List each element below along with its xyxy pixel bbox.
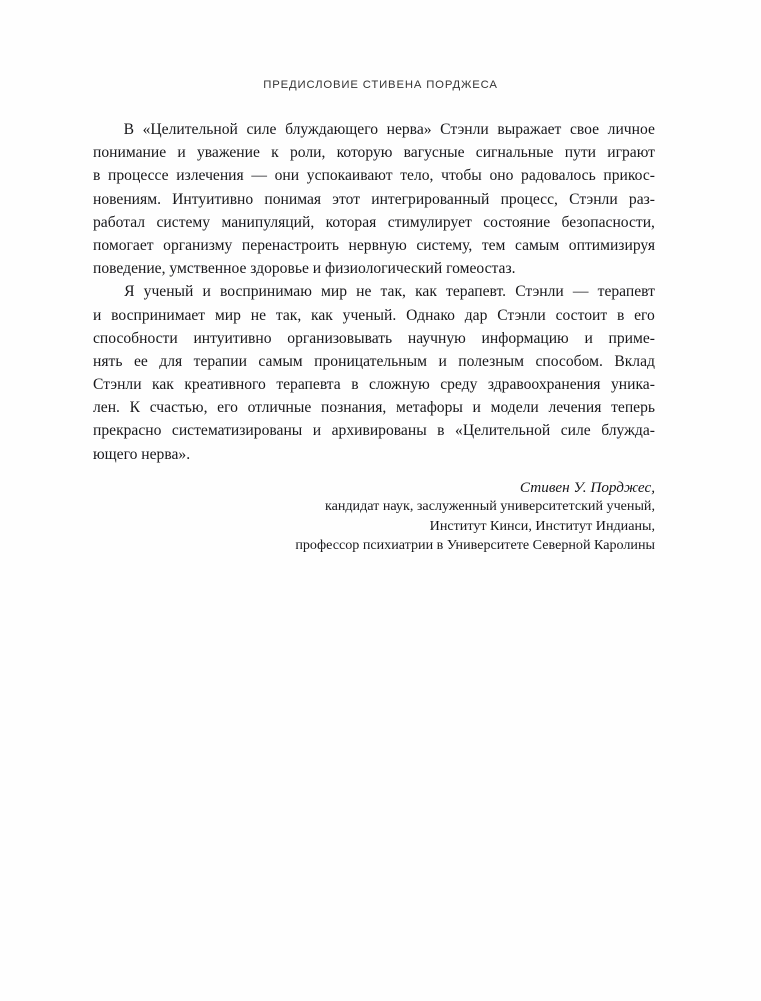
text-line: В «Целительной силе блуждающего нерва» Стэнли выражает свое личное: [93, 118, 655, 141]
text-line: и воспринимает мир не так, как ученый. Однако дар Стэнли состоит в его: [93, 306, 655, 324]
text-line: Я ученый и воспринимаю мир не так, как терапевт. Стэнли — терапевт: [93, 280, 655, 303]
text-line: новениям. Интуитивно понимая этот интегрированный процесс, Стэнли раз-: [93, 190, 655, 208]
text-line: в процессе излечения — они успокаивают тело, чтобы оно радовалось прикос-: [93, 167, 655, 185]
text-line: прекрасно систематизированы и архивированы в «Целительной силе блужда-: [93, 422, 655, 440]
text-line: ющего нерва».: [93, 445, 191, 463]
signature-author-name: Стивен У. Порджес,: [519, 479, 655, 496]
signature-credential-line: профессор психиатрии в Университете Северной Каролины: [295, 537, 655, 554]
text-line: работал систему манипуляций, которая стимулирует состояние безопасности,: [93, 213, 655, 231]
text-line: нять ее для терапии самым проницательным и полезным способом. Вклад: [93, 352, 655, 370]
signature-credentials: [93, 497, 655, 555]
first-line-indent: [93, 118, 115, 141]
signature-credential-line: Институт Кинси, Институт Индианы,: [429, 517, 655, 534]
body-text: [93, 118, 655, 466]
text-line: способности интуитивно организовывать научную информацию и приме-: [93, 329, 655, 347]
signature-block: [93, 478, 655, 556]
text-line: помогает организму перенастроить нервную систему, тем самым оптимизируя: [93, 236, 655, 254]
text-line: понимание и уважение к роли, которую вагусные сигнальные пути играют: [93, 144, 655, 162]
signature-credential-line: кандидат наук, заслуженный университетский ученый,: [324, 498, 655, 515]
paragraph-2: [93, 280, 655, 466]
text-line: Стэнли как креативного терапевта в сложную среду здравоохранения уника-: [93, 376, 655, 394]
running-header: ПРЕДИСЛОВИЕ СТИВЕНА ПОРДЖЕСА: [263, 79, 498, 91]
first-line-indent: [93, 280, 115, 303]
paragraph-1: [93, 118, 655, 280]
text-line: лен. К счастью, его отличные познания, метафоры и модели лечения теперь: [93, 399, 655, 417]
text-line: поведение, умственное здоровье и физиологический гомеостаз.: [93, 260, 516, 278]
